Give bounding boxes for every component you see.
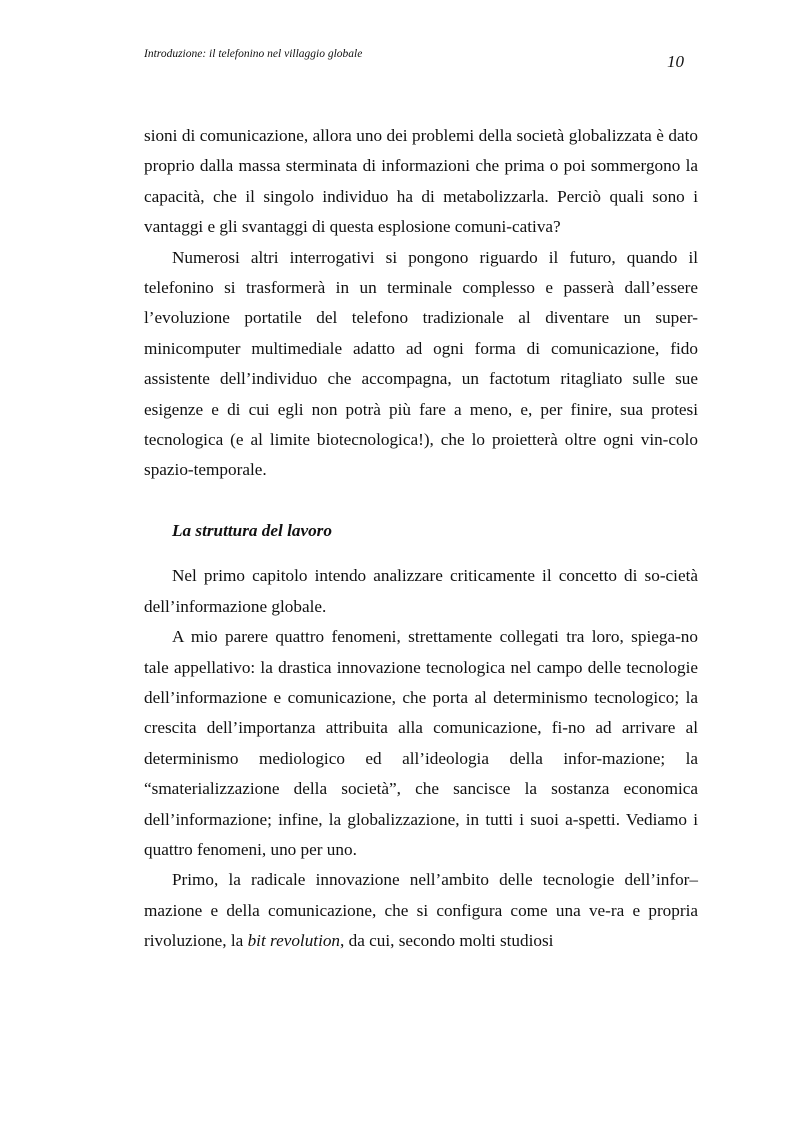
page-number: 10 [667, 52, 684, 71]
section-heading: La struttura del lavoro [172, 520, 332, 540]
paragraph-2: Numerosi altri interrogativi si pongono riguardo il futuro, quando il telefonino si trasformerà in un terminale complesso e passerà dall’essere l’evoluzione portatile del telefono tradizionale al diventare un super-minicomputer multimediale adatto ad ogni forma di comunicazione, fido assistente dell’individuo che accompagna, un factotum ritagliato sulle sue esigenze e di cui egli non potrà più fare a meno, e, per finire, sua protesi tecnologica (e al limite biotecnologica!), che lo proietterà oltre ogni vin-colo spazio-temporale. [144, 247, 698, 480]
paragraph-5-text-start: Primo, la radicale innovazione nell’ambito delle tecnologie dell’infor–mazione e della comunicazione, che si configura come una ve-ra e propria rivoluzione, la [144, 870, 698, 951]
paragraph-4: A mio parere quattro fenomeni, strettamente collegati tra loro, spiega-no tale appellativo: la drastica innovazione tecnologica nel campo delle tecnologie dell’informazione e comunicazione, che porta al determinismo tecnologico; la crescita dell’importanza attribuita alla comunicazione, fi-no ad arrivare al determinismo mediologico ed all’ideologia della infor-mazione; la “smaterializzazione della società”, che sancisce la sostanza economica dell’informazione; infine, la globalizzazione, in tutti i suoi a-spetti. Vediamo i quattro fenomeni, uno per uno. [144, 627, 698, 859]
paragraph-3: Nel primo capitolo intendo analizzare criticamente il concetto di so-cietà dell’informazione globale. [144, 566, 698, 616]
paragraph-5 [144, 865, 698, 956]
paragraph-5-text-end: , da cui, secondo molti studiosi [340, 931, 554, 951]
paragraph-1: sioni di comunicazione, allora uno dei problemi della società globalizzata è dato proprio dalla massa sterminata di informazioni che prima o poi sommergono la capacità, che il singolo individuo ha di metabolizzarla. Perciò quali sono i vantaggi e gli svantaggi di questa esplosione comuni-cativa? [144, 126, 698, 237]
body-text [144, 121, 698, 957]
running-header: Introduzione: il telefonino nel villaggio globale [144, 48, 363, 60]
bit-revolution-term: bit revolution [247, 931, 341, 951]
